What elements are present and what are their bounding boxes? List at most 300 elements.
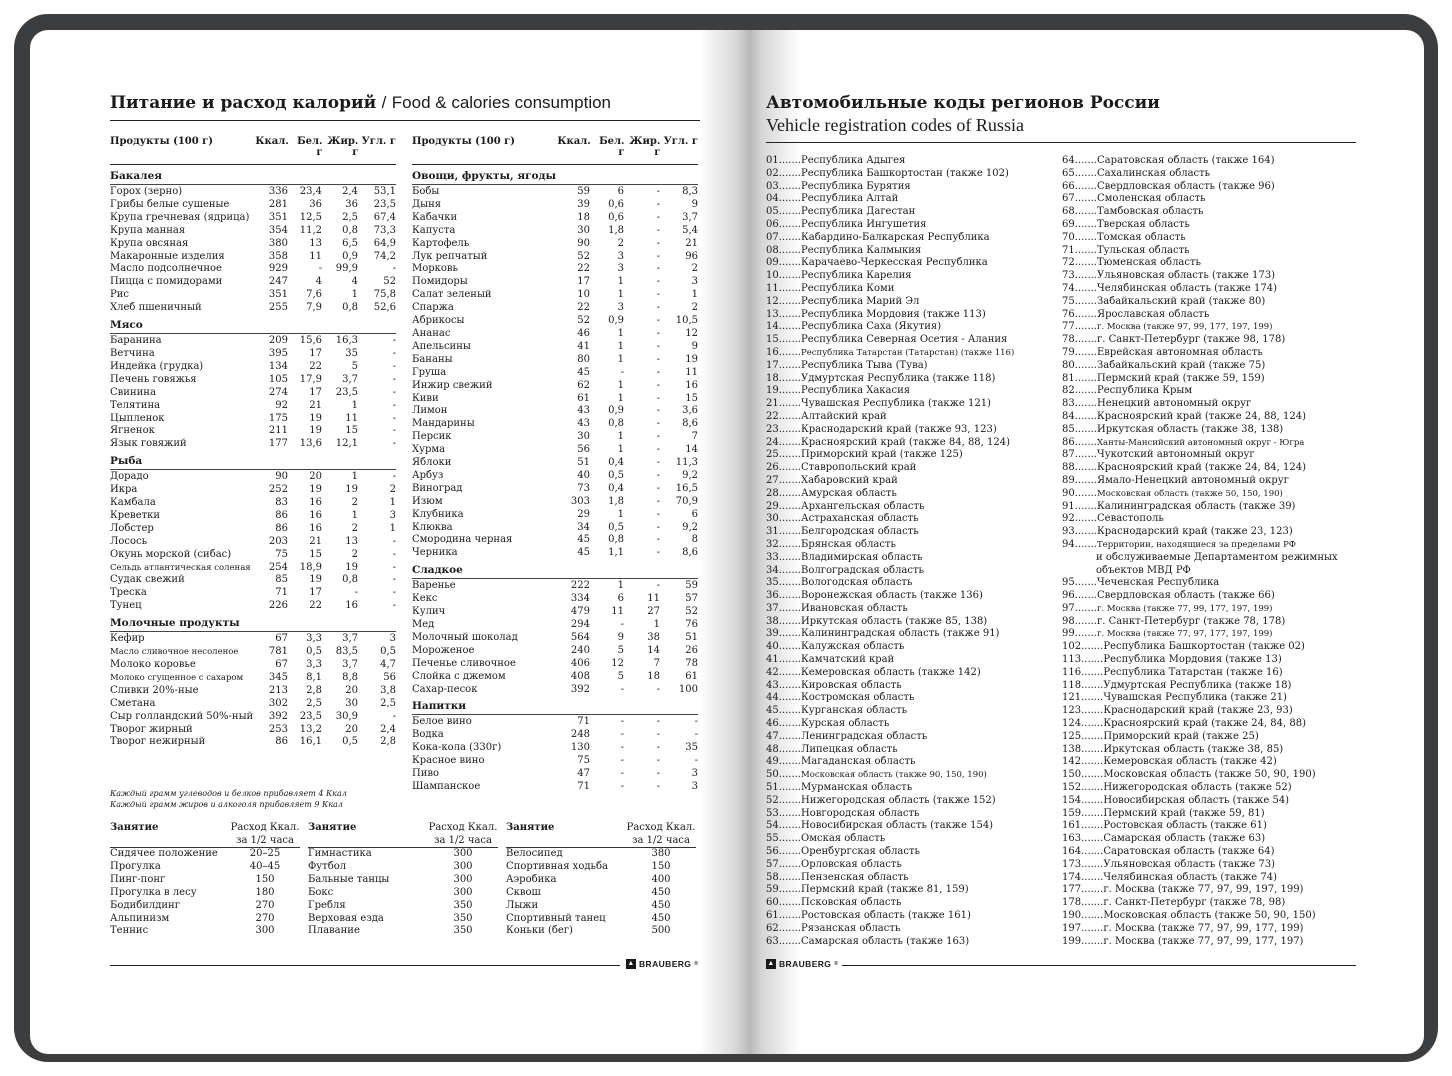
region-code: 56 [766, 846, 779, 858]
food-value: 52 [685, 606, 698, 618]
food-name: Бобы [412, 186, 440, 197]
food-name: Хурма [412, 444, 446, 456]
food-name: Масло сливочное несоленое [110, 647, 239, 658]
region-code-row [1062, 347, 1358, 360]
nutrition-title [110, 93, 700, 113]
food-value: 4 [351, 276, 358, 288]
region-code-row [766, 501, 1056, 514]
leader-dots: ....... [1081, 769, 1104, 781]
leader-dots: ....... [1074, 308, 1097, 320]
region-code: 81 [1062, 372, 1075, 384]
food-value: 34 [577, 521, 590, 533]
activity-kcal: 150 [651, 860, 671, 872]
food-row [110, 523, 396, 536]
region-name: Чувашская Республика (также 121) [801, 398, 991, 410]
region-name: Республика Адыгея [801, 155, 906, 166]
region-code: 13 [766, 308, 779, 320]
food-name: Сливки 20%-ные [110, 684, 199, 696]
region-name: Омская область [801, 833, 886, 845]
food-value: 13,6 [299, 438, 322, 450]
category-heading: Напитки [412, 696, 698, 715]
leader-dots: ....... [778, 910, 801, 922]
food-row [412, 580, 698, 593]
food-name: Дыня [412, 198, 442, 210]
region-code: 102 [1062, 641, 1082, 653]
region-name: Саратовская область (также 64) [1103, 846, 1275, 858]
food-value: 16,1 [299, 736, 322, 748]
region-name: Ростовская область (также 61) [1103, 820, 1267, 832]
category-heading: Сладкое [412, 560, 698, 579]
food-value: - [656, 742, 660, 754]
food-value: 23,5 [335, 386, 358, 398]
region-code-row [1062, 245, 1358, 258]
region-code: 46 [766, 718, 779, 730]
region-code-row [1062, 616, 1358, 629]
activity-name: Плавание [308, 925, 360, 937]
column-header: Продукты (100 г) [412, 136, 516, 147]
region-name: Республика Ингушетия [801, 218, 927, 230]
region-name: г. Москва (также 77, 97, 99, 177, 199) [1103, 922, 1304, 934]
food-row [110, 562, 396, 575]
region-name: Московская область (также 50, 90, 190) [1103, 769, 1316, 781]
food-value: 1 [617, 392, 624, 404]
region-name: Ленинградская область [801, 730, 928, 742]
leader-dots: ....... [778, 833, 801, 845]
region-code-row [1062, 846, 1358, 859]
region-code: 59 [766, 884, 779, 896]
food-value: 27 [647, 606, 660, 618]
food-row [110, 549, 396, 562]
food-name: Красное вино [412, 755, 485, 767]
region-name: Республика Татарстан (также 16) [1103, 666, 1283, 678]
food-name: Киви [412, 392, 439, 404]
food-value: 46 [577, 327, 590, 339]
header-rule [412, 164, 698, 165]
region-code-row [1062, 577, 1358, 590]
food-row [412, 768, 698, 781]
food-value: 52 [577, 250, 590, 262]
region-name: Курганская область [801, 705, 908, 717]
region-name: Кемеровская область (также 42) [1103, 756, 1277, 768]
column-header: Бел. г [297, 136, 323, 158]
category-rows [412, 580, 698, 696]
food-value: 18 [647, 670, 660, 682]
leader-dots: ....... [1074, 410, 1097, 422]
food-value: 45 [577, 366, 590, 378]
region-name: Вологодская область [801, 577, 913, 589]
activity-row [110, 913, 300, 926]
region-code-row [766, 334, 1056, 347]
food-name: Макаронные изделия [110, 250, 225, 262]
region-code: 34 [766, 564, 779, 576]
food-value: 14 [685, 444, 698, 456]
food-value: 22 [309, 360, 322, 372]
activity-header: Занятие [506, 822, 555, 833]
leader-dots: ....... [1074, 244, 1097, 256]
food-value: - [656, 495, 660, 507]
region-name: Республика Башкортостан (также 02) [1103, 641, 1305, 653]
region-name: Иркутская область (также 38, 85) [1103, 743, 1284, 755]
leader-dots: ....... [778, 577, 801, 589]
region-code: 84 [1062, 410, 1075, 422]
food-name: Творог жирный [110, 723, 193, 735]
region-code-row [766, 552, 1056, 565]
region-code-row [1062, 808, 1358, 821]
food-value: 1 [617, 276, 624, 288]
leader-dots: ....... [778, 410, 801, 422]
region-code-row [766, 373, 1056, 386]
food-row [412, 671, 698, 684]
leader-dots: ....... [1074, 231, 1097, 243]
region-code: 05 [766, 206, 779, 218]
region-code: 69 [1062, 218, 1075, 230]
activity-header-row [110, 822, 300, 848]
food-name: Горох (зерно) [110, 186, 183, 197]
food-value: 53,1 [373, 186, 396, 197]
region-name: Краснодарский край (также 23, 93) [1103, 705, 1293, 717]
activity-row [308, 861, 498, 874]
food-name: Яблоки [412, 457, 452, 469]
activity-row [110, 874, 300, 887]
food-value: 345 [268, 671, 288, 683]
food-name: Клубника [412, 508, 464, 520]
region-name: и обслуживаемые Департаментом режимных [1096, 551, 1338, 563]
leader-dots: ....... [778, 295, 801, 307]
leader-dots: ....... [1074, 449, 1097, 461]
food-row [110, 711, 396, 724]
food-value: - [318, 263, 322, 275]
food-value: 5 [617, 644, 624, 656]
region-code-row [1062, 462, 1358, 475]
food-value: 39 [577, 198, 590, 210]
region-name: Пермский край (также 81, 159) [801, 884, 969, 896]
food-name: Варенье [412, 580, 456, 592]
food-value: 19 [345, 484, 358, 496]
region-code-row [766, 603, 1056, 616]
food-value: 254 [268, 561, 288, 573]
food-value: 8,6 [682, 418, 698, 430]
activity-kcal: 350 [453, 912, 473, 924]
food-value: - [656, 379, 660, 391]
food-name: Слойка с джемом [412, 670, 506, 682]
food-value: - [656, 315, 660, 327]
activity-name: Велосипед [506, 848, 626, 861]
food-value: 30 [577, 431, 590, 443]
activity-kcal: 350 [453, 899, 473, 911]
food-value: 3,3 [306, 633, 322, 645]
food-value: 479 [570, 606, 590, 618]
food-value: 11,3 [675, 457, 698, 469]
food-name: Масло подсолнечное [110, 263, 222, 275]
leader-dots: ....... [1074, 270, 1097, 282]
region-name: Пермский край (также 59, 159) [1097, 372, 1265, 384]
region-name: Республика Алтай [801, 193, 899, 205]
region-name: Республика Тыва (Тува) [801, 359, 928, 371]
food-value: 56 [383, 671, 396, 683]
region-name: Воронежская область (также 136) [801, 590, 983, 602]
activity-header: Занятие [110, 822, 159, 833]
leader-dots: ....... [778, 474, 801, 486]
region-code: 96 [1062, 590, 1075, 602]
region-code-row [1062, 859, 1358, 872]
food-row [412, 755, 698, 768]
food-value: 67 [275, 659, 288, 670]
food-value: 30,9 [335, 710, 358, 722]
food-value: 22 [309, 600, 322, 612]
food-value: 61 [577, 392, 590, 404]
food-value: - [392, 438, 396, 450]
region-name: Курская область [801, 718, 890, 730]
region-name: Камчатский край [801, 654, 895, 666]
region-code: 80 [1062, 359, 1075, 371]
region-code-row [766, 565, 1056, 578]
region-name: г. Москва (также 77, 97, 177, 197, 199) [1097, 629, 1273, 640]
category-heading: Молочные продукты [110, 613, 396, 632]
food-value: 99,9 [335, 263, 358, 275]
leader-dots: ....... [778, 282, 801, 294]
food-row [110, 659, 396, 672]
region-code-row [766, 923, 1056, 936]
region-code-row [1062, 654, 1358, 667]
region-name: Новосибирская область (также 154) [801, 820, 994, 832]
food-value: 17 [577, 276, 590, 288]
region-code-row [766, 206, 1056, 219]
food-name: Молоко коровье [110, 659, 196, 670]
food-value: - [392, 600, 396, 612]
leader-dots: ....... [778, 615, 801, 627]
region-code-row [766, 705, 1056, 718]
food-value: 392 [570, 683, 590, 695]
food-row [412, 457, 698, 470]
region-code-row [766, 577, 1056, 590]
food-row [412, 632, 698, 645]
activity-kcal: 450 [651, 886, 671, 898]
region-code-row [1062, 283, 1358, 296]
food-row [110, 587, 396, 600]
food-value: 2 [389, 484, 396, 496]
food-value: 19 [309, 484, 322, 496]
food-name: Водка [412, 729, 444, 741]
region-code: 94 [1062, 538, 1075, 550]
food-value: - [694, 716, 698, 728]
leader-dots: ....... [1074, 500, 1097, 512]
food-value: - [656, 768, 660, 780]
food-name: Изюм [412, 495, 443, 507]
region-code: 82 [1062, 385, 1075, 397]
region-code: 42 [766, 666, 779, 678]
region-name: Московская область (также 50, 150, 190) [1097, 488, 1283, 499]
region-name: г. Санкт-Петербург (также 78, 178) [1097, 615, 1286, 627]
food-row [412, 393, 698, 406]
region-name: Республика Татарстан (Татарстан) (также 116) [801, 347, 1015, 358]
leader-dots: ....... [778, 462, 801, 474]
food-value: 564 [570, 631, 590, 643]
food-value: - [392, 574, 396, 586]
food-value: 21 [309, 535, 322, 547]
food-value: - [392, 335, 396, 347]
region-code-row [1062, 782, 1358, 795]
food-row [412, 263, 698, 276]
region-code: 55 [766, 833, 779, 845]
region-name: Белгородская область [801, 526, 919, 538]
food-name: Творог нежирный [110, 736, 206, 748]
codes-column-1 [766, 155, 1056, 948]
leader-dots: ....... [1081, 897, 1104, 909]
region-name: г. Санкт-Петербург (также 78, 98) [1103, 897, 1286, 909]
leader-dots: ....... [778, 730, 801, 742]
leader-dots: ....... [778, 487, 801, 499]
activity-kcal: 400 [651, 873, 671, 885]
activity-kcal: 150 [255, 873, 275, 885]
region-name: Республика Башкортостан (также 102) [801, 167, 1009, 179]
region-name: Ярославская область [1097, 308, 1210, 320]
food-value: 2,4 [380, 723, 396, 735]
food-row [412, 328, 698, 341]
food-name: Лук репчатый [412, 250, 488, 262]
leader-dots: ....... [1081, 807, 1104, 819]
leader-dots: ....... [778, 270, 801, 282]
left-footer-rule [110, 965, 620, 966]
region-code: 25 [766, 449, 779, 461]
leader-dots: ....... [778, 782, 801, 794]
activity-name: Бокс [308, 886, 334, 898]
food-name: Мед [412, 619, 435, 630]
food-name: Тунец [110, 600, 142, 612]
food-name: Помидоры [412, 276, 468, 288]
food-value: - [392, 263, 396, 275]
food-value: 22 [577, 302, 590, 314]
region-code-row [766, 398, 1056, 411]
region-name: Красноярский край (также 84, 88, 124) [801, 436, 1011, 448]
food-value: 8 [691, 534, 698, 546]
region-code-row [766, 449, 1056, 462]
region-code-row [766, 424, 1056, 437]
region-code: 73 [1062, 270, 1075, 282]
region-code: 63 [766, 935, 779, 947]
region-code-row [766, 718, 1056, 731]
region-name: Красноярский край (также 24, 84, 124) [1097, 462, 1307, 474]
region-code: 70 [1062, 231, 1075, 243]
region-name: Республика Крым [1097, 385, 1193, 397]
food-value: 13,2 [299, 723, 322, 735]
region-name: Свердловская область (также 96) [1097, 180, 1275, 192]
food-name: Сельдь атлантическая соленая [110, 562, 251, 573]
region-code-row [1062, 641, 1358, 654]
food-name: Смородина черная [412, 534, 513, 546]
food-value: 3 [691, 780, 698, 792]
food-value: 47 [577, 768, 590, 780]
food-value: 36 [309, 198, 322, 210]
region-name: Челябинская область (также 74) [1103, 871, 1277, 883]
food-value: 7 [653, 657, 660, 669]
leader-dots: ....... [778, 436, 801, 448]
region-code-row [766, 309, 1056, 322]
region-name: Карачаево-Черкесская Республика [801, 257, 988, 269]
food-value: - [620, 366, 624, 378]
food-value: 0,4 [608, 482, 624, 494]
food-row [412, 289, 698, 302]
leader-dots: ....... [778, 538, 801, 550]
region-code-row [766, 846, 1056, 859]
food-value: 1 [617, 340, 624, 352]
activity-row [110, 848, 300, 861]
food-value: 0,5 [342, 736, 358, 748]
region-code: 197 [1062, 922, 1082, 934]
food-value: 16 [685, 379, 698, 391]
region-code-row [766, 628, 1056, 641]
leader-dots: ....... [1074, 180, 1097, 192]
food-value: 86 [275, 736, 288, 748]
food-value: 2 [351, 548, 358, 560]
leader-dots: ....... [1074, 423, 1097, 435]
region-name: Республика Мордовия (также 113) [801, 308, 986, 320]
region-code-row [1062, 936, 1358, 949]
food-name: Сыр голландский 50%-ный [110, 710, 254, 722]
region-code-row [1062, 897, 1358, 910]
region-name: г. Москва (также 77, 97, 99, 197, 199) [1103, 884, 1304, 896]
food-row [412, 684, 698, 697]
activity-row [308, 900, 498, 913]
leader-dots: ....... [778, 385, 801, 397]
food-value: 252 [268, 484, 288, 496]
leader-dots: ....... [1074, 538, 1097, 550]
leader-dots: ....... [1081, 641, 1104, 653]
region-code: 39 [766, 628, 779, 640]
food-value: 51 [685, 631, 698, 643]
region-code: 53 [766, 807, 779, 819]
region-name: Ростовская область (также 161) [801, 910, 971, 922]
region-code-row [766, 488, 1056, 501]
food-value: 2,5 [306, 697, 322, 709]
region-code-row [1062, 680, 1358, 693]
region-name: Красноярский край (также 24, 84, 88) [1103, 718, 1307, 730]
leader-dots: ....... [778, 257, 801, 269]
region-code-row [766, 884, 1056, 897]
food-name: Кефир [110, 633, 145, 645]
region-code: 61 [766, 910, 779, 922]
activity-name: Альпинизм [110, 912, 170, 924]
region-code: 99 [1062, 628, 1075, 640]
food-value: 130 [570, 742, 590, 754]
region-code: 138 [1062, 743, 1082, 755]
food-value: - [656, 237, 660, 249]
region-code-row [1062, 910, 1358, 923]
category-rows [110, 335, 396, 451]
food-value: 76 [685, 619, 698, 630]
leader-dots: ....... [778, 705, 801, 717]
region-name: Забайкальский край (также 80) [1097, 295, 1266, 307]
food-value: 18 [577, 211, 590, 223]
region-code-row [1062, 795, 1358, 808]
food-value: 105 [268, 373, 288, 385]
region-name: Московская область (также 90, 150, 190) [801, 770, 987, 781]
food-value: 334 [570, 593, 590, 605]
region-code: 40 [766, 641, 779, 653]
food-name: Салат зеленый [412, 289, 492, 301]
region-code: 24 [766, 436, 779, 448]
food-value: 41 [577, 340, 590, 352]
food-name: Сахар-песок [412, 683, 478, 695]
leader-dots: ....... [1081, 692, 1104, 704]
food-name: Свинина [110, 386, 156, 398]
region-name: Ненецкий автономный округ [1097, 398, 1252, 410]
leader-dots: ....... [778, 807, 801, 819]
food-value: 96 [685, 250, 698, 262]
food-name: Сметана [110, 697, 156, 709]
leader-dots: ....... [778, 564, 801, 576]
food-value: 20 [345, 723, 358, 735]
food-value: - [656, 469, 660, 481]
